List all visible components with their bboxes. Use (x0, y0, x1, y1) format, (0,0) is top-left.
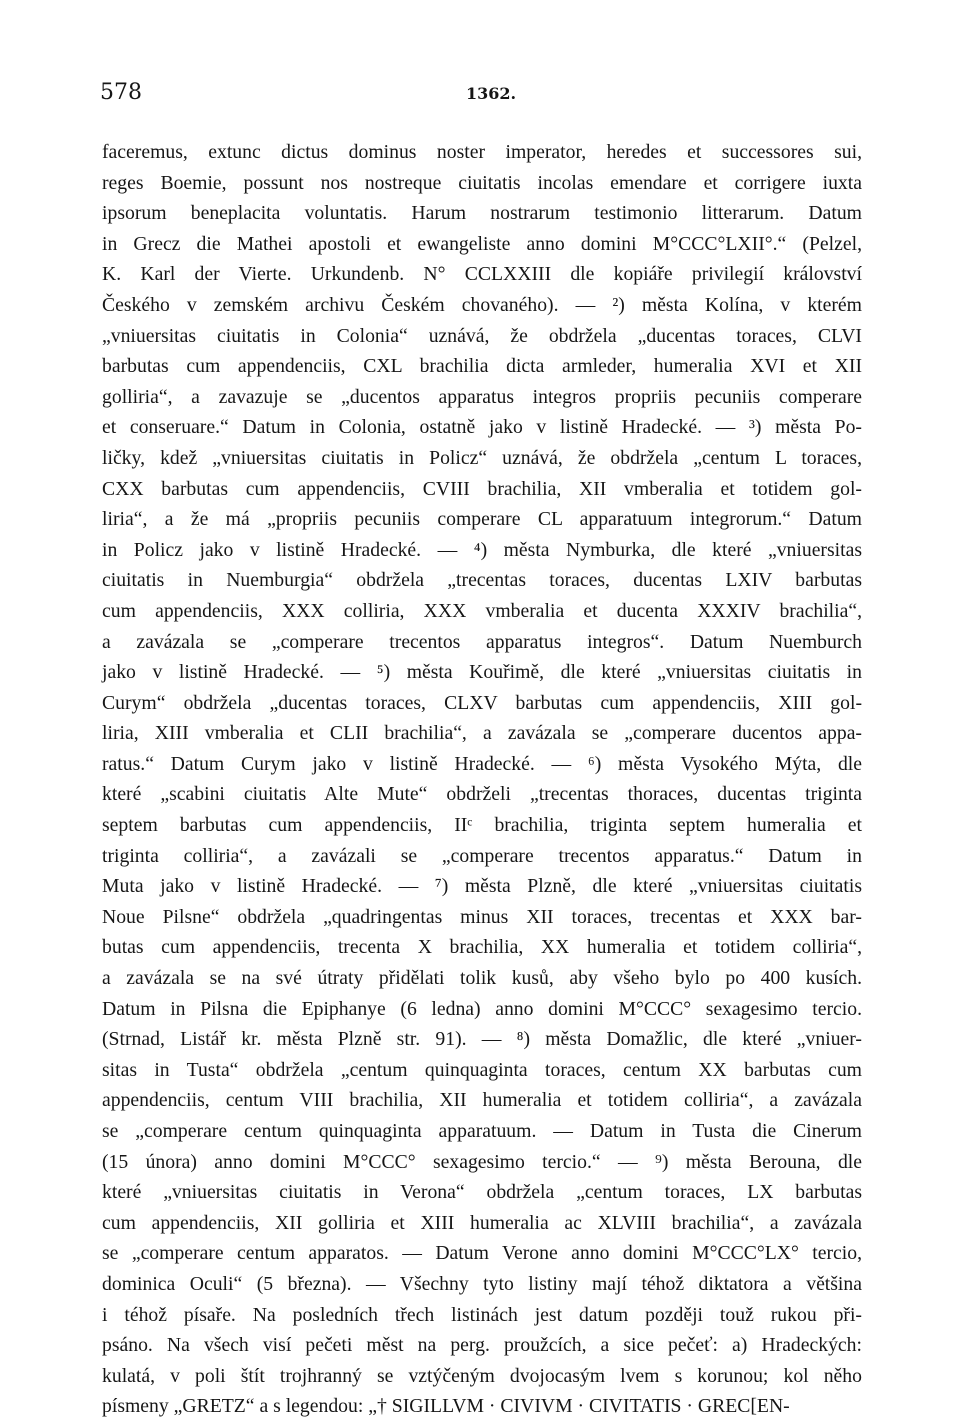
text-line: triginta colliria“, a zavázali se „comperare trecentos apparatus.“ Datum in (102, 844, 862, 867)
text-line: K. Karl der Vierte. Urkundenb. N° CCLXXIII dle kopiáře privilegií království (102, 263, 862, 286)
text-line: písmeny „GRETZ“ a s legendou: „† SIGILLVM · CIVIVM · CIVITATIS · GREC[EN- (102, 1395, 790, 1418)
text-line: (15 února) anno domini M°CCC° sexagesimo tercio.“ — ⁹) města Berouna, dle (102, 1150, 862, 1173)
text-line: liria, XIII vmberalia et CLII brachilia“, a zavázala se „comperare ducentos appa- (102, 722, 862, 745)
text-line: ipsorum beneplacita voluntatis. Harum nostrarum testimonio litterarum. Datum (102, 202, 862, 225)
body-text (102, 137, 862, 1422)
text-line: (Strnad, Listář kr. města Plzně str. 91). — ⁸) města Domažlic, dle které „vniuer- (102, 1028, 862, 1051)
text-line: appendenciis, centum VIII brachilia, XII humeralia et totidem colliria“, a zavázala (102, 1089, 862, 1112)
text-line: cum appendenciis, XII golliria et XIII humeralia ac XLVIII brachilia“, a zavázala (102, 1211, 862, 1234)
text-line: které „vniuersitas ciuitatis in Verona“ obdržela „centum toraces, LX barbutas (102, 1181, 862, 1204)
page-number: 578 (100, 80, 142, 105)
text-line: se „comperare centum apparatos. — Datum Verone anno domini M°CCC°LX° tercio, (102, 1242, 862, 1265)
text-line: a zavázala se na své útraty přidělati tolik kusů, aby všeho bylo po 400 kusích. (102, 967, 862, 990)
text-line: Curym“ obdržela „ducentas toraces, CLXV barbutas cum appendenciis, XIII gol- (102, 691, 862, 714)
text-line: a zavázala se „comperare trecentos apparatus integros“. Datum Nuemburch (102, 630, 862, 653)
text-line: ličky, kdež „vniuersitas ciuitatis in Policz“ uznává, že obdržela „centum L toraces, (102, 446, 862, 469)
text-line: Českého v zemském archivu Českém chovaného). — ²) města Kolína, v kterém (102, 293, 862, 316)
text-line: et conseruare.“ Datum in Colonia, ostatně jako v listině Hradecké. — ³) města Po- (102, 416, 862, 439)
text-line: Datum in Pilsna die Epiphanye (6 ledna) anno domini M°CCC° sexagesimo tercio. (102, 997, 862, 1020)
text-line: i téhož písaře. Na posledních třech listinách jest datum později touž rukou při- (102, 1303, 862, 1326)
text-line: sitas in Tusta“ obdržela „centum quinquaginta toraces, centum XX barbutas cum (102, 1058, 862, 1081)
text-line: psáno. Na všech visí pečeti měst na perg. proužcích, a sice pečeť: a) Hradeckých: (102, 1334, 862, 1357)
text-line: butas cum appendenciis, trecenta X brachilia, XX humeralia et totidem colliria“, (102, 936, 862, 959)
text-line: kulatá, v poli štít trojhranný se vztýčeným dvojocasým lvem s korunou; kol něho (102, 1364, 862, 1387)
text-line: faceremus, extunc dictus dominus noster imperator, heredes et successores sui, (102, 141, 862, 163)
text-line: golliria“, a zavazuje se „ducentos apparatus integros propriis pecuniis comperare (102, 385, 862, 408)
text-line: se „comperare centum quinquaginta apparatuum. — Datum in Tusta die Cinerum (102, 1120, 862, 1142)
text-line: CXX barbutas cum appendenciis, CVIII brachilia, XII vmberalia et totidem gol- (102, 477, 862, 500)
text-line: jako v listině Hradecké. — ⁵) města Kouřimě, dle které „vniuersitas ciuitatis in (102, 661, 862, 684)
text-line: in Grecz die Mathei apostoli et ewangeliste anno domini M°CCC°LXII°.“ (Pelzel, (102, 232, 862, 255)
text-line: které „scabini ciuitatis Alte Mute“ obdrželi „trecentas thoraces, ducentas triginta (102, 783, 862, 806)
text-line: „vniuersitas ciuitatis in Colonia“ uznává, že obdržela „ducentas toraces, CLVI (102, 324, 862, 347)
text-line: Muta jako v listině Hradecké. — ⁷) města Plzně, dle které „vniuersitas ciuitatis (102, 875, 862, 898)
page-year-heading: 1362. (466, 84, 517, 103)
text-line: septem barbutas cum appendenciis, IIᶜ brachilia, triginta septem humeralia et (102, 814, 862, 837)
text-line: liria“, a že má „propriis pecuniis comperare CL apparatuum integrorum.“ Datum (102, 508, 862, 531)
text-line: in Policz jako v listině Hradecké. — ⁴) města Nymburka, dle které „vniuersitas (102, 538, 862, 561)
text-line: ciuitatis in Nuemburgia“ obdržela „trecentas toraces, ducentas LXIV barbutas (102, 569, 862, 592)
text-line: dominica Oculi“ (5 března). — Všechny tyto listiny mají téhož diktatora a většina (102, 1272, 862, 1295)
text-line: ratus.“ Datum Curym jako v listině Hradecké. — ⁶) města Vysokého Mýta, dle (102, 752, 862, 775)
text-line: Noue Pilsne“ obdržela „quadringentas minus XII toraces, trecentas et XXX bar- (102, 905, 862, 928)
text-line: reges Boemie, possunt nos nostreque ciuitatis incolas emendare et corrigere iuxta (102, 171, 862, 194)
text-line: cum appendenciis, XXX colliria, XXX vmberalia et ducenta XXXIV brachilia“, (102, 599, 862, 622)
text-line: barbutas cum appendenciis, CXL brachilia dicta armleder, humeralia XVI et XII (102, 355, 862, 378)
